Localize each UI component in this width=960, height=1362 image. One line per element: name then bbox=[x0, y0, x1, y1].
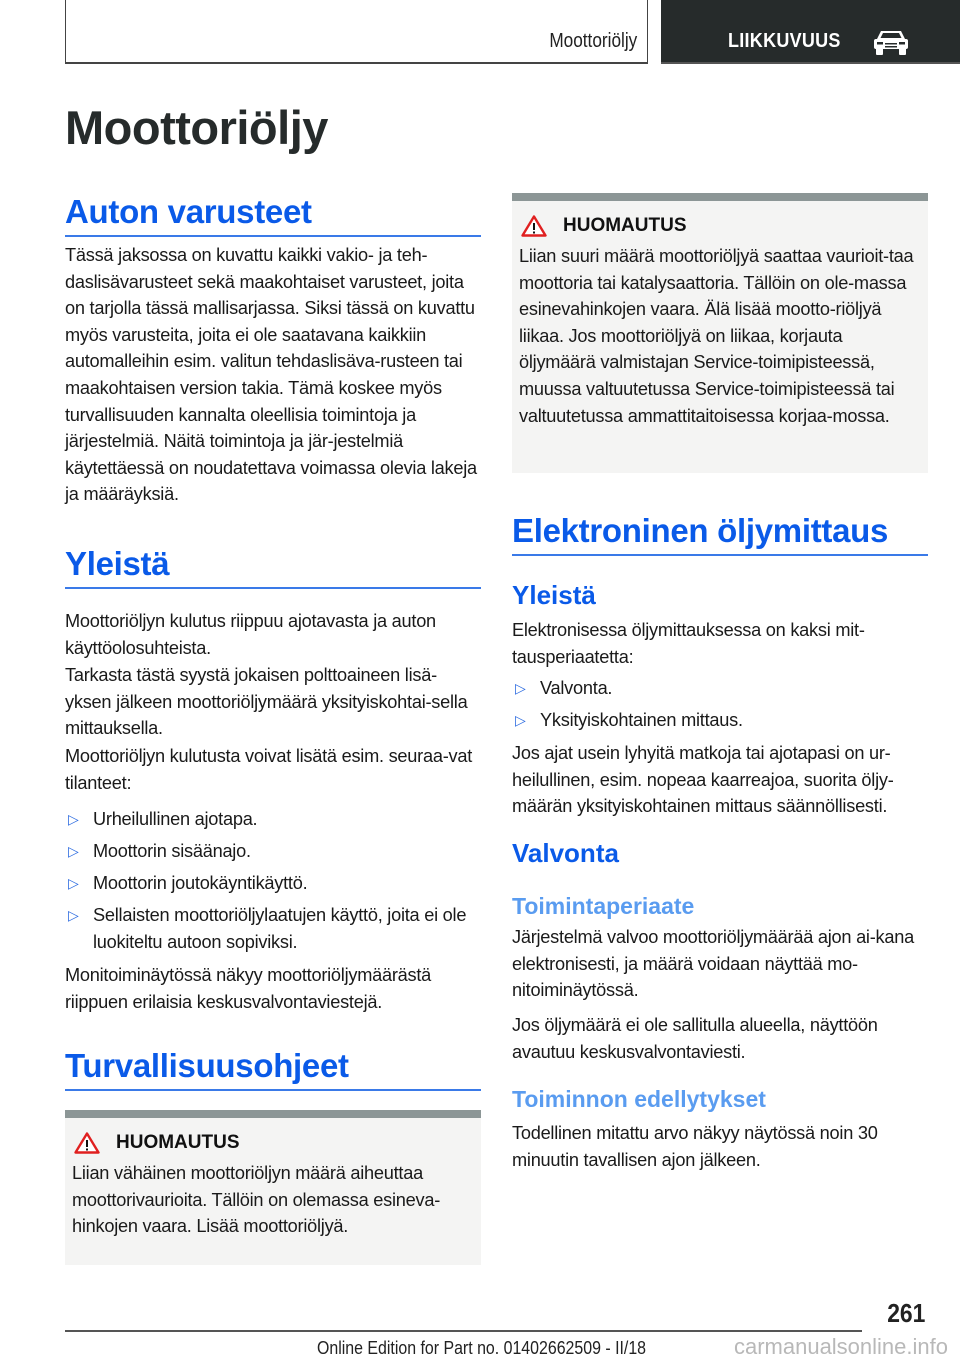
list-item: ▷ Moottorin sisäänajo. bbox=[65, 838, 481, 865]
list-item: ▷ Sellaisten moottoriöljylaatujen käyttö, joita ei ole luokiteltu autoon sopiviksi. bbox=[65, 902, 481, 955]
car-front-icon bbox=[873, 29, 909, 55]
heading-yleista: Yleistä bbox=[65, 545, 481, 589]
heading-auton-varusteet: Auton varusteet bbox=[65, 193, 481, 237]
list-item: ▷ Urheilullinen ajotapa. bbox=[65, 806, 481, 833]
note-body: Liian suuri määrä moottoriöljyä saattaa vaurioit-taa moottoria tai katalysaattoria. Tällöin on ole-massa esinevahinkojen vaara. Älä lisää mootto-riöljyä liikaa. Jos moottoriöljyä on liikaa, korjauta öljymäärä valmistajan Service-toimipisteessä, muussa valtuutetussa Service-toimipisteessä tai valtuutetussa ammattitaitoisessa korjaa-mossa. bbox=[519, 246, 914, 426]
note-title: HUOMAUTUS bbox=[116, 1132, 240, 1153]
edition-text: Online Edition for Part no. 01402662509 - II/18 bbox=[317, 1337, 647, 1358]
page-number: 261 bbox=[886, 1298, 925, 1328]
triangle-bullet-icon: ▷ bbox=[68, 907, 79, 923]
valvonta-p4: Jos öljymäärä ei ole sallitulla alueella, näyttöön avautuu keskusvalvontaviesti. bbox=[512, 1015, 878, 1062]
valvonta-p3: Järjestelmä valvoo moottoriöljymäärää ajon ai-kana elektronisesti, ja määrä voidaan näyttää mo-nitoiminäytössä. bbox=[512, 927, 914, 1001]
yleista-p2: Tarkasta tästä syystä jokaisen polttoaineen lisä-yksen jälkeen moottoriöljymäärä yksityiskohtai-sella mittauksella. bbox=[65, 665, 468, 739]
elektroninen-p2: Jos ajat usein lyhyitä matkoja tai ajotapasi on ur-heilullinen, esim. nopeaa kaarreajoa, suorita öljy-määrän yksityiskohtainen mittaus säännöllisesti. bbox=[512, 743, 894, 817]
list-item: ▷ Moottorin joutokäyntikäyttö. bbox=[65, 870, 481, 897]
yleista-p4: Monitoiminäytössä näkyy moottoriöljymäärästä riippuen erilaisia keskusvalvontaviestejä. bbox=[65, 965, 432, 1012]
header-section-title: Moottoriöljy bbox=[549, 30, 637, 52]
footer-divider bbox=[65, 1330, 862, 1332]
triangle-bullet-icon: ▷ bbox=[68, 811, 79, 827]
warning-note bbox=[65, 1110, 481, 1265]
heading-toiminnon-edellytykset: Toiminnon edellytykset bbox=[512, 1086, 766, 1112]
heading-turvallisuusohjeet: Turvallisuusohjeet bbox=[65, 1047, 481, 1091]
heading-elektroninen-oljymittaus: Elektroninen öljymittaus bbox=[512, 512, 928, 556]
elektroninen-p1: Elektronisessa öljymittauksessa on kaksi mit-tausperiaatetta: bbox=[512, 620, 865, 667]
heading-toimintaperiaate: Toimintaperiaate bbox=[512, 893, 695, 919]
edellytykset-p5: Todellinen mitattu arvo näkyy näytössä noin 30 minuutin tavallisen ajon jälkeen. bbox=[512, 1123, 878, 1170]
note-body: Liian vähäinen moottoriöljyn määrä aiheuttaa moottorivaurioita. Tällöin on olemassa esineva-hinkojen vaara. Lisää moottoriöljyä. bbox=[72, 1163, 441, 1237]
triangle-bullet-icon: ▷ bbox=[68, 843, 79, 859]
auton-varusteet-body: Tässä jaksossa on kuvattu kaikki vakio- ja teh-daslisävarusteet sekä maakohtaiset varusteet, joita on tarjolla tässä mallisarjassa. Siksi tässä on kuvattu myös varusteita, joita ei ole saatavana kaikkiin automalleihin esim. valitun tehdaslisäva-rusteen tai maakohtaisen version takia. Tämä koskee myös turvallisuuden kannalta oleellisia toimintoja ja järjestelmiä. Näitä toimintoja ja jär-jestelmiä käytettäessä on noudatettava voimassa olevia lakeja ja määräyksiä. bbox=[65, 245, 477, 505]
triangle-bullet-icon: ▷ bbox=[515, 712, 526, 728]
list-item: ▷ Yksityiskohtainen mittaus. bbox=[512, 707, 928, 734]
triangle-bullet-icon: ▷ bbox=[68, 875, 79, 891]
page-title: Moottoriöljy bbox=[65, 101, 328, 154]
warning-triangle-icon bbox=[74, 1132, 100, 1154]
header-chapter-box bbox=[661, 0, 960, 64]
heading-valvonta: Valvonta bbox=[512, 838, 619, 868]
heading-yleista-sub: Yleistä bbox=[512, 580, 596, 610]
warning-triangle-icon bbox=[521, 215, 547, 237]
header-chapter-title: LIIKKUVUUS bbox=[728, 30, 841, 52]
watermark: carmanualsonline.info bbox=[733, 1334, 948, 1359]
triangle-bullet-icon: ▷ bbox=[515, 680, 526, 696]
yleista-p1: Moottoriöljyn kulutus riippuu ajotavasta ja auton käyttöolosuhteista. bbox=[65, 611, 436, 658]
list-item: ▷ Valvonta. bbox=[512, 675, 928, 702]
header-section-box bbox=[65, 0, 648, 64]
warning-note bbox=[512, 193, 928, 473]
note-title: HUOMAUTUS bbox=[563, 215, 687, 236]
yleista-p3: Moottoriöljyn kulutusta voivat lisätä esim. seuraa-vat tilanteet: bbox=[65, 746, 473, 793]
